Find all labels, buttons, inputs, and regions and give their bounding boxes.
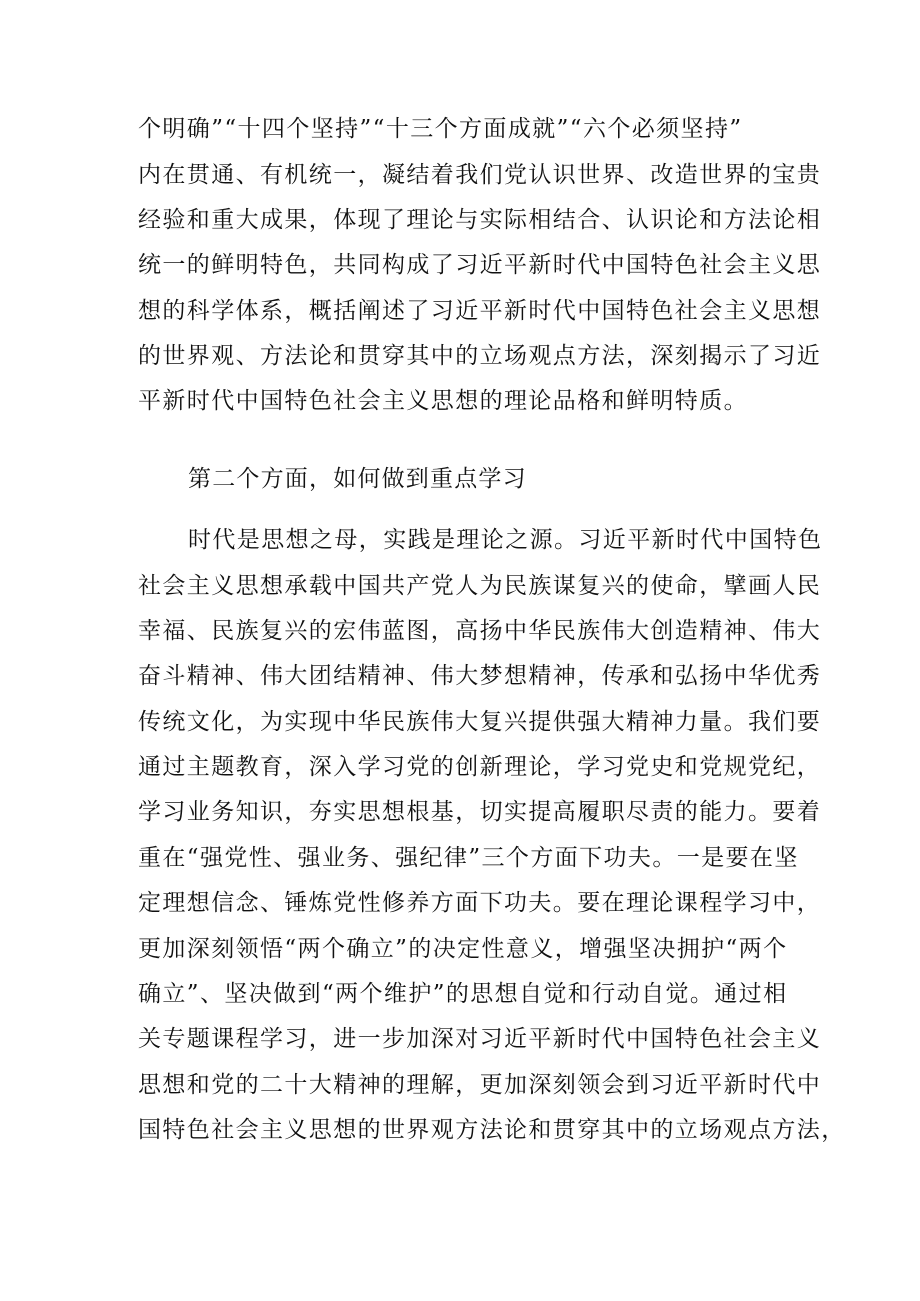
text-line: 传统文化，为实现中华民族伟大复兴提供强大精神力量。我们要: [138, 709, 822, 735]
text-line: 奋斗精神、伟大团结精神、伟大梦想精神，传承和弘扬中华优秀: [138, 663, 822, 689]
text-line: 内在贯通、有机统一，凝结着我们党认识世界、改造世界的宝贵: [138, 162, 822, 188]
text-line: 定理想信念、锤炼党性修养方面下功夫。要在理论课程学习中，: [138, 890, 822, 916]
text-line: 重在“强党性、强业务、强纪律”三个方面下功夫。一是要在坚: [138, 845, 799, 871]
text-line: 通过主题教育，深入学习党的创新理论，学习党史和党规党纪，: [138, 754, 822, 780]
text-line: 统一的鲜明特色，共同构成了习近平新时代中国特色社会主义思: [138, 252, 822, 278]
text-line: 国特色社会主义思想的世界观方法论和贯穿其中的立场观点方法，: [138, 1117, 846, 1143]
text-line: 社会主义思想承载中国共产党人为民族谋复兴的使命，擘画人民: [138, 573, 822, 599]
text-line: 确立”、坚决做到“两个维护”的思想自觉和行动自觉。通过相: [138, 981, 788, 1007]
text-line: 思想和党的二十大精神的理解，更加深刻领会到习近平新时代中: [138, 1072, 822, 1098]
text-line: 平新时代中国特色社会主义思想的理论品格和鲜明特质。: [138, 388, 748, 414]
text-line: 幸福、民族复兴的宏伟蓝图，高扬中华民族伟大创造精神、伟大: [138, 618, 822, 644]
text-line: 关专题课程学习，进一步加深对习近平新时代中国特色社会主义: [138, 1026, 822, 1052]
text-line: 时代是思想之母，实践是理论之源。习近平新时代中国特色: [188, 527, 823, 553]
text-line: 更加深刻领悟“两个确立”的决定性意义，增强坚决拥护“两个: [138, 936, 788, 962]
text-line: 经验和重大成果，体现了理论与实际相结合、认识论和方法论相: [138, 207, 822, 233]
text-line: 想的科学体系，概括阐述了习近平新时代中国特色社会主义思想: [138, 298, 822, 324]
section-heading: 第二个方面，如何做到重点学习: [188, 466, 527, 492]
text-line: 的世界观、方法论和贯穿其中的立场观点方法，深刻揭示了习近: [138, 343, 822, 369]
text-line: 学习业务知识，夯实思想根基，切实提高履职尽责的能力。要着: [138, 799, 822, 825]
text-line: 个明确”“十四个坚持”“十三个方面成就”“六个必须坚持”: [138, 116, 743, 142]
